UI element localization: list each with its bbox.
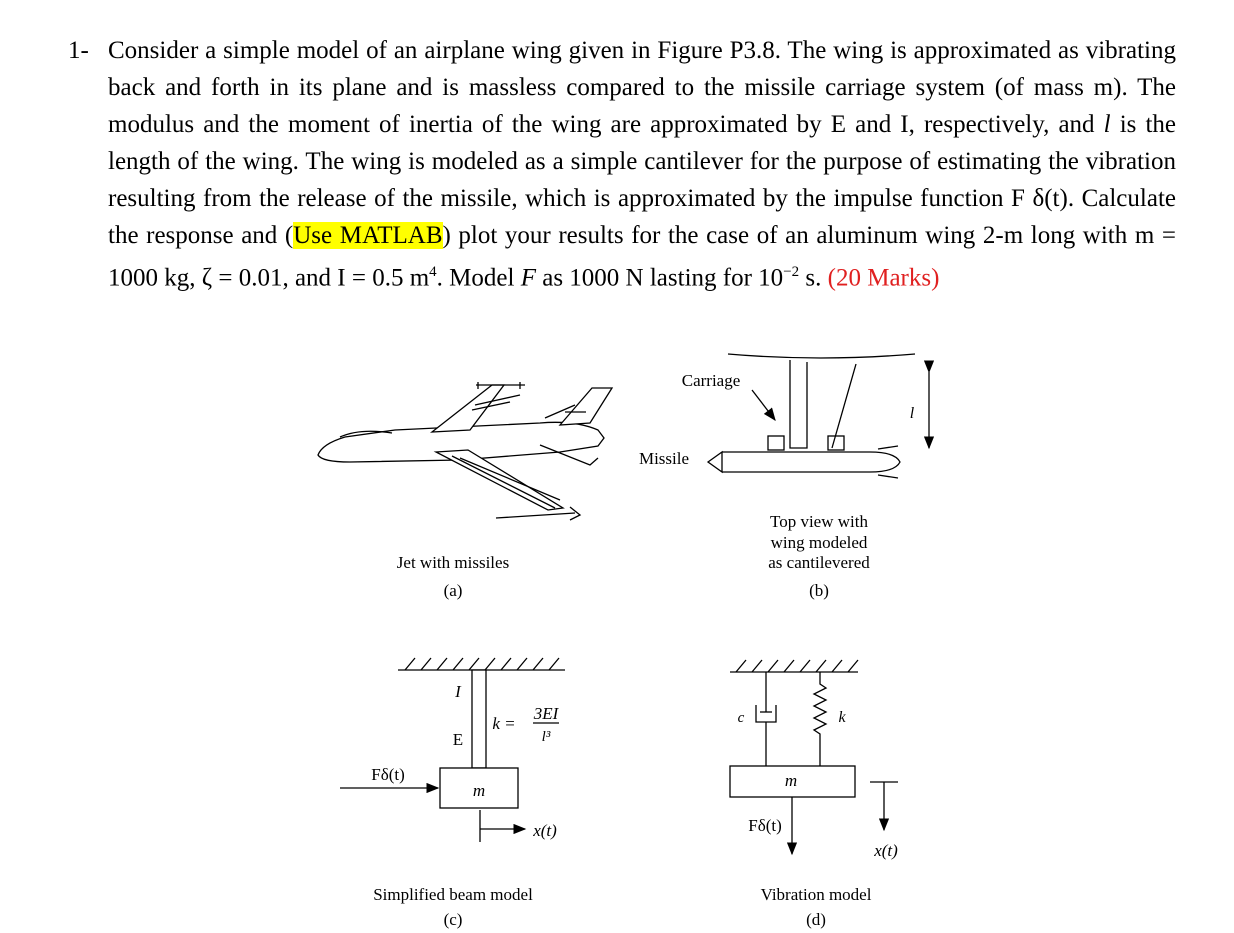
label-k-numerator: 3EI [533,704,559,723]
caption-b-3: as cantilevered [768,553,870,572]
label-c-damper: c [737,710,745,726]
text-seg: . Model [436,264,521,292]
caption-c: Simplified beam model [373,885,533,904]
jet-drawing [318,382,612,520]
text-seg: is the length of the wing. The wing is modeled as a simple cantilever for the purpose of estimating the vibration resulting from the release of the missile, which is approximated by the impulse function F δ(t). Calculate the response and ( [108,111,1177,249]
label-a: (a) [443,581,463,600]
text-seg: s. [799,264,828,292]
carriage-label: Carriage [681,371,741,390]
marks-label: (20 Marks) [827,264,940,292]
text-seg: ) plot your results for the case of an aluminum wing 2-m long with m = 1000 kg, ζ = 0.01, and I = 0.5 m [108,222,1176,292]
missile-label: Missile [638,449,690,468]
superscript: −2 [783,264,800,280]
mass-label-c: m [472,781,486,800]
label-d: (d) [806,910,826,929]
text-seg: Consider a simple model of an airplane wing given in Figure P3.8. The wing is approximated as vibrating back and forth in its plane and is massless compared to the missile carriage system (of mass m). The modulus and the moment of inertia of the wing are approximated by E and I, respectively, and [108,37,1176,138]
label-b: (b) [809,581,829,600]
label-k-eq: k = [492,714,516,733]
problem-number: 1- [68,37,89,64]
superscript: 4 [429,264,437,280]
text-seg: as 1000 N lasting for 10 [535,264,784,292]
label-k-spring: k [838,709,846,726]
label-c: (c) [443,910,463,929]
mass-label-d: m [784,771,798,790]
caption-a: Jet with missiles [396,553,510,572]
highlight-matlab: Use MATLAB [293,222,443,249]
label-E: E [452,730,464,749]
force-label-c: Fδ(t) [371,765,405,784]
text-seg: F [520,264,536,292]
label-I: I [455,682,461,701]
caption-d: Vibration model [760,885,872,904]
disp-label-d: x(t) [874,841,898,860]
text-seg: l [1103,111,1111,138]
caption-b-2: wing modeled [770,533,868,552]
length-label: l [909,405,915,422]
beam-model-drawing [340,658,565,842]
disp-label-c: x(t) [533,821,557,840]
force-label-d: Fδ(t) [748,816,782,835]
label-k-denominator: l³ [541,729,551,745]
problem-text [108,32,1176,296]
caption-b-1: Top view with [770,512,868,531]
top-view-drawing [708,354,929,478]
figure-p3-8 [0,330,1234,933]
